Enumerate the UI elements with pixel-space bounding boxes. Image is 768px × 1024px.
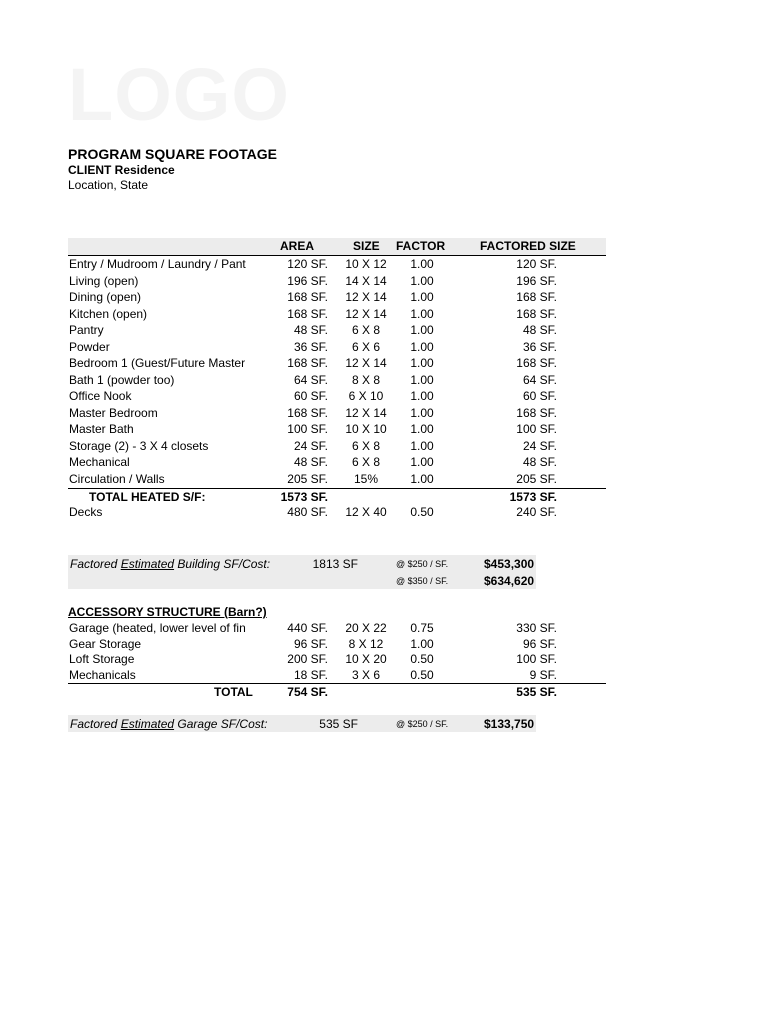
row-factor: 1.00: [410, 306, 434, 321]
table-row: [68, 652, 606, 668]
row-factor: 1.00: [410, 323, 434, 337]
building-rate-1: @ $250 / SF.: [396, 559, 449, 569]
row-factor: 1.00: [410, 372, 434, 387]
table-row: [68, 472, 606, 488]
row-factor: 1.00: [410, 356, 434, 370]
row-size: 14 X 14: [345, 273, 387, 288]
row-size: 8 X 12: [348, 636, 384, 651]
row-factored-size: 48 SF.: [522, 323, 557, 337]
row-area: 60 SF.: [293, 389, 328, 403]
table-row: [68, 637, 606, 653]
row-label: Pantry: [69, 323, 104, 337]
row-factored-size: 48 SF.: [522, 455, 557, 469]
row-label: Entry / Mudroom / Laundry / Pant: [69, 257, 246, 271]
row-label: Kitchen (open): [69, 306, 148, 321]
building-amount-2: $634,620: [484, 574, 535, 588]
row-size: 10 X 12: [345, 257, 387, 271]
row-label: Garage (heated, lower level of fin: [69, 621, 246, 635]
row-factored-size: 9 SF.: [529, 667, 557, 682]
row-factor: 1.00: [410, 422, 434, 436]
row-size: 6 X 8: [351, 455, 381, 469]
row-area: 168 SF.: [287, 290, 328, 304]
logo-placeholder: LOGO: [68, 53, 290, 136]
building-amount-1: $453,300: [484, 557, 535, 571]
row-factored-size: 60 SF.: [522, 389, 557, 403]
row-factor: 1.00: [410, 290, 434, 304]
accessory-total-area: 754 SF.: [287, 685, 328, 699]
row-factored-size: 120 SF.: [516, 257, 557, 271]
header-size: SIZE: [353, 239, 380, 253]
row-area: 48 SF.: [293, 455, 328, 469]
row-area: 205 SF.: [287, 471, 328, 486]
row-factored-size: 100 SF.: [516, 652, 557, 666]
accessory-total-label: TOTAL: [214, 685, 253, 699]
row-area: 200 SF.: [287, 652, 328, 666]
row-factor: 1.00: [410, 438, 434, 453]
garage-amount: $133,750: [484, 717, 535, 731]
row-factor: 1.00: [410, 455, 434, 469]
table-header: [68, 238, 606, 256]
building-cost-row-2: [68, 572, 536, 589]
row-factored-size: 196 SF.: [516, 273, 557, 288]
row-factor: 1.00: [410, 339, 434, 354]
garage-cost-row: [68, 715, 536, 732]
row-label: Master Bath: [69, 422, 134, 436]
row-area: 24 SF.: [293, 438, 328, 453]
row-factored-size: 168 SF.: [516, 356, 557, 370]
row-size: 6 X 10: [348, 389, 384, 403]
row-area: 168 SF.: [287, 306, 328, 321]
row-size: 6 X 8: [351, 438, 381, 453]
row-factor: 1.00: [410, 471, 434, 486]
table-row: [68, 439, 606, 455]
building-cost-sf: 1813 SF: [312, 557, 358, 571]
table-row: [68, 668, 606, 684]
table-row: [68, 274, 606, 290]
decks-size: 12 X 40: [345, 505, 387, 519]
accessory-total-row: [68, 683, 606, 700]
row-label: Storage (2) - 3 X 4 closets: [69, 438, 209, 453]
row-factor: 0.50: [410, 652, 434, 666]
building-cost-label: Factored Estimated Building SF/Cost:: [70, 557, 271, 571]
building-rate-2: @ $350 / SF.: [396, 576, 449, 586]
row-size: 10 X 20: [345, 652, 387, 666]
row-area: 18 SF.: [293, 667, 328, 682]
row-label: Bedroom 1 (Guest/Future Master: [69, 356, 246, 370]
row-factored-size: 168 SF.: [516, 405, 557, 420]
table-row: [68, 422, 606, 438]
row-label: Mechanicals: [69, 667, 136, 682]
garage-cost-sf: 535 SF: [319, 717, 358, 731]
row-area: 64 SF.: [293, 372, 328, 387]
table-row: [68, 356, 606, 372]
decks-row: [68, 505, 606, 521]
total-heated-row: [68, 488, 606, 505]
location: Location, State: [68, 178, 149, 192]
table-row: [68, 389, 606, 405]
page-title: PROGRAM SQUARE FOOTAGE: [68, 146, 277, 162]
garage-rate: @ $250 / SF.: [396, 719, 449, 729]
decks-label: Decks: [69, 505, 103, 519]
row-factor: 1.00: [410, 405, 434, 420]
table-row: [68, 621, 606, 637]
accessory-section-title: ACCESSORY STRUCTURE (Barn?): [68, 605, 267, 619]
table-row: [68, 323, 606, 339]
row-factored-size: 24 SF.: [522, 438, 557, 453]
row-size: 15%: [353, 471, 379, 486]
row-factored-size: 64 SF.: [522, 372, 557, 387]
row-size: 6 X 8: [351, 323, 381, 337]
garage-cost-label: Factored Estimated Garage SF/Cost:: [70, 717, 268, 731]
row-label: Bath 1 (powder too): [69, 372, 175, 387]
row-area: 120 SF.: [287, 257, 328, 271]
row-area: 100 SF.: [287, 422, 328, 436]
row-size: 12 X 14: [345, 306, 387, 321]
row-label: Loft Storage: [69, 652, 135, 666]
row-factored-size: 168 SF.: [516, 290, 557, 304]
row-area: 36 SF.: [293, 339, 328, 354]
row-label: Master Bedroom: [69, 405, 158, 420]
row-label: Office Nook: [69, 389, 132, 403]
row-area: 168 SF.: [287, 356, 328, 370]
row-size: 12 X 14: [345, 290, 387, 304]
row-factor: 1.00: [410, 257, 434, 271]
row-size: 10 X 10: [345, 422, 387, 436]
row-size: 20 X 22: [345, 621, 387, 635]
header-area: AREA: [280, 239, 315, 253]
row-size: 12 X 14: [345, 356, 387, 370]
row-label: Dining (open): [69, 290, 142, 304]
total-heated-area: 1573 SF.: [280, 490, 328, 504]
client-name: CLIENT Residence: [68, 163, 175, 177]
table-row: [68, 290, 606, 306]
row-size: 12 X 14: [345, 405, 387, 420]
row-factor: 0.50: [410, 667, 434, 682]
table-row: [68, 373, 606, 389]
row-size: 6 X 6: [351, 339, 381, 354]
row-factor: 1.00: [410, 273, 434, 288]
building-cost-row: [68, 555, 536, 572]
decks-factor: 0.50: [410, 505, 434, 519]
decks-area: 480 SF.: [287, 505, 328, 519]
row-label: Circulation / Walls: [69, 471, 165, 486]
header-factored-size: FACTORED SIZE: [480, 239, 576, 253]
row-area: 168 SF.: [287, 405, 328, 420]
row-label: Mechanical: [69, 455, 130, 469]
row-factored-size: 330 SF.: [516, 621, 557, 635]
table-row: [68, 455, 606, 471]
row-area: 196 SF.: [287, 273, 328, 288]
table-row: [68, 307, 606, 323]
table-row: [68, 340, 606, 356]
row-factored-size: 168 SF.: [516, 306, 557, 321]
table-row: [68, 257, 606, 273]
row-area: 440 SF.: [287, 621, 328, 635]
row-label: Living (open): [69, 273, 139, 288]
row-factored-size: 96 SF.: [522, 636, 557, 651]
accessory-total-factored: 535 SF.: [516, 685, 557, 699]
row-area: 96 SF.: [293, 636, 328, 651]
row-factor: 1.00: [410, 636, 434, 651]
row-size: 3 X 6: [351, 667, 381, 682]
row-size: 8 X 8: [351, 372, 381, 387]
decks-factored: 240 SF.: [516, 505, 557, 519]
row-factor: 0.75: [410, 621, 434, 635]
row-factor: 1.00: [410, 389, 434, 403]
row-label: Powder: [69, 339, 110, 354]
header-factor: FACTOR: [396, 239, 446, 253]
total-heated-factored: 1573 SF.: [509, 490, 557, 504]
row-factored-size: 100 SF.: [516, 422, 557, 436]
row-label: Gear Storage: [69, 636, 142, 651]
table-row: [68, 406, 606, 422]
row-area: 48 SF.: [293, 323, 328, 337]
total-heated-label: TOTAL HEATED S/F:: [89, 490, 206, 504]
row-factored-size: 205 SF.: [516, 471, 557, 486]
row-factored-size: 36 SF.: [522, 339, 557, 354]
